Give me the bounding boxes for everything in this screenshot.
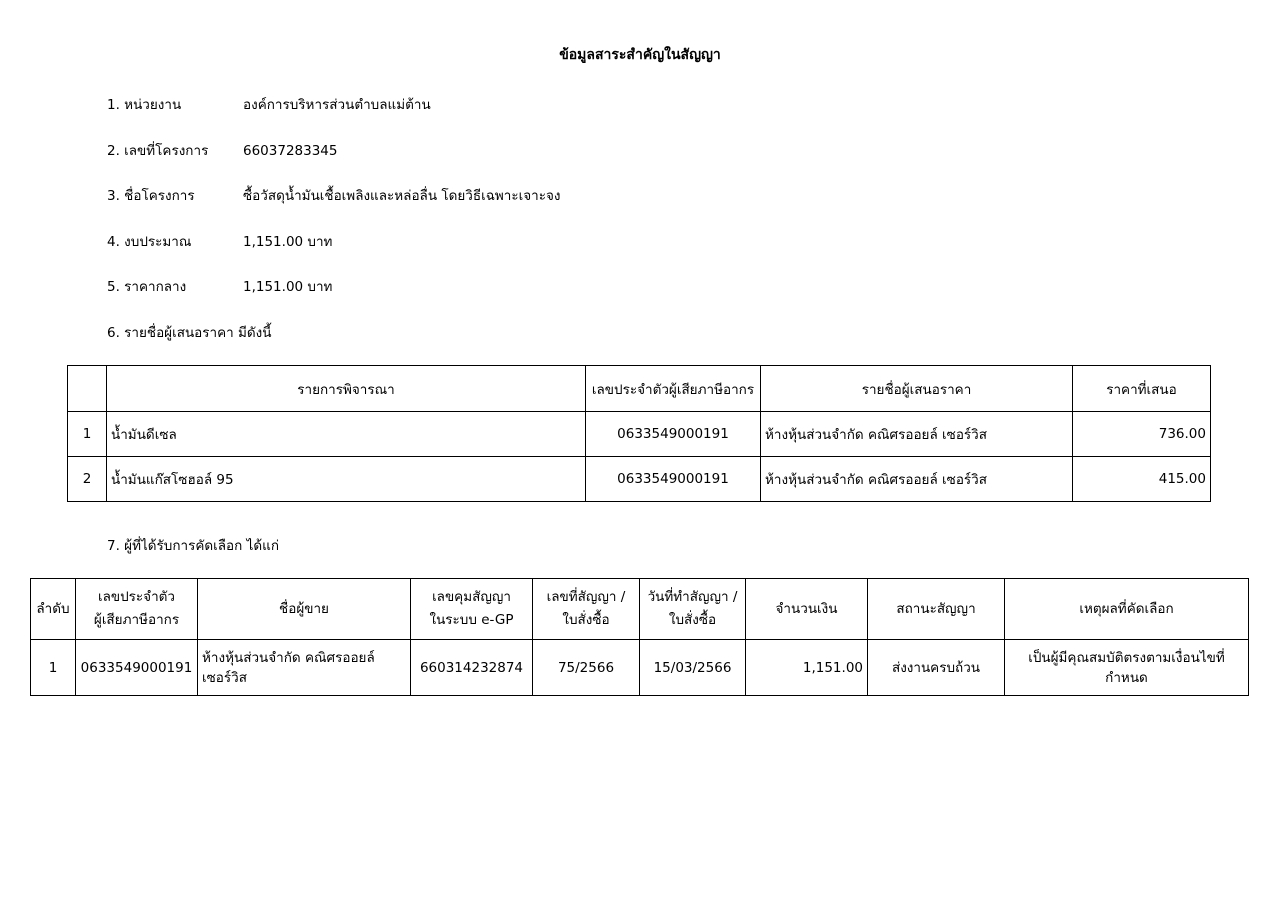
header-line: ในระบบ e-GP [429,612,514,628]
table-header-row [68,366,1211,412]
cell-bidder: ห้างหุ้นส่วนจำกัด คณิศรออยล์ เซอร์วิส [761,457,1073,502]
table-row [68,412,1211,457]
cell-status: ส่งงานครบถ้วน [868,640,1005,696]
info-value: 66037283345 [243,143,338,159]
cell-reason: เป็นผู้มีคุณสมบัติตรงตามเงื่อนไขที่กำหนด [1005,640,1249,696]
header-line: สถานะสัญญา [896,600,976,617]
cell-tax-id: 0633549000191 [586,412,761,457]
header-line: ผู้เสียภาษีอากร [93,612,180,628]
cell-item: น้ำมันแก๊สโซฮอล์ 95 [107,457,586,502]
cell-contract-number: 75/2566 [533,640,640,696]
winners-table [30,578,1249,696]
section-winner-heading: 7. ผู้ที่ได้รับการคัดเลือก ได้แก่ [107,538,280,554]
bidders-table [67,365,1211,502]
cell-amount: 1,151.00 [746,640,868,696]
col-header-tax-id [76,579,198,640]
col-header-item: รายการพิจารณา [107,366,586,412]
header-line: วันที่ทำสัญญา / [647,589,738,605]
document-title: ข้อมูลสาระสำคัญในสัญญา [559,47,721,63]
col-header-tax-id: เลขประจำตัวผู้เสียภาษีอากร [586,366,761,412]
table-row [68,457,1211,502]
table-header-row [31,579,1249,640]
header-line: ชื่อผู้ขาย [279,600,329,617]
info-value: องค์การบริหารส่วนตำบลแม่ต้าน [243,97,431,113]
info-label: 2. เลขที่โครงการ [107,143,209,159]
info-value: ซื้อวัสดุน้ำมันเชื้อเพลิงและหล่อลื่น โดยวิธีเฉพาะเจาะจง [243,188,561,204]
cell-egp-number: 660314232874 [411,640,533,696]
col-header-seller [198,579,411,640]
info-value: 1,151.00 บาท [243,234,333,250]
info-label: 5. ราคากลาง [107,279,187,295]
cell-order: 1 [31,640,76,696]
cell-item: น้ำมันดีเซล [107,412,586,457]
seller-line: ห้างหุ้นส่วนจำกัด คณิศรออยล์ [202,649,375,666]
col-header-amount [746,579,868,640]
info-label: 1. หน่วยงาน [107,97,182,113]
cell-no: 2 [68,457,107,502]
cell-price: 736.00 [1073,412,1211,457]
cell-price: 415.00 [1073,457,1211,502]
header-line: เหตุผลที่คัดเลือก [1079,600,1174,617]
cell-tax-id: 0633549000191 [76,640,198,696]
cell-tax-id: 0633549000191 [586,457,761,502]
cell-seller [198,640,411,696]
col-header-no [68,366,107,412]
table-row [31,640,1249,696]
col-header-status [868,579,1005,640]
col-header-contract-number [533,579,640,640]
header-line: ใบสั่งซื้อ [668,612,717,628]
cell-bidder: ห้างหุ้นส่วนจำกัด คณิศรออยล์ เซอร์วิส [761,412,1073,457]
col-header-egp-number [411,579,533,640]
col-header-reason [1005,579,1249,640]
info-value: 1,151.00 บาท [243,279,333,295]
header-line: ใบสั่งซื้อ [562,612,610,628]
info-label: 4. งบประมาณ [107,234,192,250]
seller-line: เซอร์วิส [202,669,247,686]
header-line: เลขคุมสัญญา [432,589,511,605]
header-line: ลำดับ [36,600,70,617]
col-header-price: ราคาที่เสนอ [1073,366,1211,412]
col-header-contract-date [640,579,746,640]
header-line: จำนวนเงิน [775,600,838,617]
section-bidders-heading: 6. รายชื่อผู้เสนอราคา มีดังนี้ [107,325,272,341]
cell-no: 1 [68,412,107,457]
header-line: เลขประจำตัว [97,589,176,605]
col-header-bidder: รายชื่อผู้เสนอราคา [761,366,1073,412]
col-header-order [31,579,76,640]
cell-contract-date: 15/03/2566 [640,640,746,696]
header-line: เลขที่สัญญา / [546,589,626,605]
info-label: 3. ชื่อโครงการ [107,188,195,204]
